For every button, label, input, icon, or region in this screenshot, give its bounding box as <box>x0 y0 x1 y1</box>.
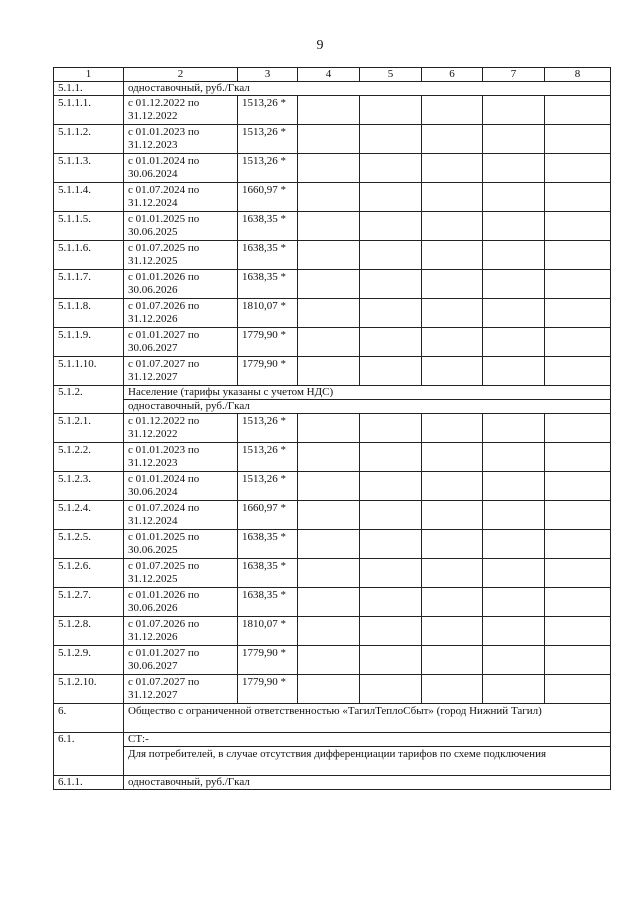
section-subrow <box>54 747 611 776</box>
period-cell <box>124 559 238 588</box>
period-cell <box>124 183 238 212</box>
row-number: 6.1. <box>54 733 124 776</box>
tariff-value: 1513,26 * <box>238 472 298 501</box>
section-row <box>54 733 611 747</box>
empty-cell <box>298 617 360 646</box>
row-number: 5.1.2.6. <box>54 559 124 588</box>
row-number: 5.1.2.5. <box>54 530 124 559</box>
tariff-table-body <box>54 68 611 790</box>
tariff-value: 1638,35 * <box>238 559 298 588</box>
tariff-row <box>54 588 611 617</box>
period-end: 31.12.2025 <box>128 255 178 267</box>
empty-cell <box>422 588 483 617</box>
empty-cell <box>360 270 422 299</box>
row-number: 5.1.2.3. <box>54 472 124 501</box>
empty-cell <box>360 357 422 386</box>
column-header: 1 <box>54 68 124 82</box>
empty-cell <box>422 212 483 241</box>
empty-cell <box>483 617 545 646</box>
empty-cell <box>298 270 360 299</box>
empty-cell <box>422 530 483 559</box>
period-start: с 01.01.2024 по <box>128 155 200 167</box>
empty-cell <box>422 559 483 588</box>
empty-cell <box>422 357 483 386</box>
period-cell <box>124 675 238 704</box>
column-header: 5 <box>360 68 422 82</box>
empty-cell <box>545 183 611 212</box>
period-start: с 01.07.2026 по <box>128 618 200 630</box>
tariff-value: 1660,97 * <box>238 183 298 212</box>
empty-cell <box>298 183 360 212</box>
section-row <box>54 82 611 96</box>
empty-cell <box>298 328 360 357</box>
period-end: 31.12.2024 <box>128 197 178 209</box>
period-end: 31.12.2025 <box>128 573 178 585</box>
empty-cell <box>298 414 360 443</box>
tariff-row <box>54 96 611 125</box>
period-start: с 01.12.2022 по <box>128 415 200 427</box>
tariff-row <box>54 328 611 357</box>
empty-cell <box>545 617 611 646</box>
tariff-value: 1779,90 * <box>238 328 298 357</box>
tariff-value: 1513,26 * <box>238 154 298 183</box>
row-number: 5.1.1.7. <box>54 270 124 299</box>
period-start: с 01.07.2025 по <box>128 560 200 572</box>
row-number: 5.1.1.1. <box>54 96 124 125</box>
tariff-row <box>54 501 611 530</box>
empty-cell <box>298 125 360 154</box>
section-row <box>54 776 611 790</box>
period-end: 31.12.2026 <box>128 313 178 325</box>
empty-cell <box>360 646 422 675</box>
period-end: 30.06.2026 <box>128 602 178 614</box>
tariff-row <box>54 443 611 472</box>
period-cell <box>124 414 238 443</box>
empty-cell <box>360 588 422 617</box>
empty-cell <box>422 270 483 299</box>
empty-cell <box>360 443 422 472</box>
section-subrow <box>54 400 611 414</box>
empty-cell <box>360 154 422 183</box>
period-start: с 01.07.2026 по <box>128 300 200 312</box>
row-number: 5.1.1.9. <box>54 328 124 357</box>
empty-cell <box>422 443 483 472</box>
row-number: 5.1.1. <box>54 82 124 96</box>
empty-cell <box>545 530 611 559</box>
period-cell <box>124 617 238 646</box>
period-end: 30.06.2024 <box>128 168 178 180</box>
empty-cell <box>422 154 483 183</box>
row-number: 5.1.1.8. <box>54 299 124 328</box>
empty-cell <box>545 646 611 675</box>
empty-cell <box>545 472 611 501</box>
period-start: с 01.01.2025 по <box>128 213 200 225</box>
empty-cell <box>298 501 360 530</box>
tariff-value: 1513,26 * <box>238 443 298 472</box>
empty-cell <box>360 212 422 241</box>
empty-cell <box>483 299 545 328</box>
tariff-value: 1638,35 * <box>238 270 298 299</box>
section-sublabel: Для потребителей, в случае отсутствия дифференциации тарифов по схеме подключения <box>124 747 611 776</box>
page-number: 9 <box>316 38 324 53</box>
tariff-value: 1810,07 * <box>238 617 298 646</box>
empty-cell <box>298 646 360 675</box>
tariff-row <box>54 125 611 154</box>
empty-cell <box>545 125 611 154</box>
empty-cell <box>483 328 545 357</box>
empty-cell <box>422 617 483 646</box>
empty-cell <box>360 299 422 328</box>
period-end: 30.06.2027 <box>128 660 178 672</box>
period-cell <box>124 96 238 125</box>
empty-cell <box>422 501 483 530</box>
empty-cell <box>545 241 611 270</box>
empty-cell <box>483 675 545 704</box>
empty-cell <box>298 559 360 588</box>
period-start: с 01.01.2027 по <box>128 647 200 659</box>
empty-cell <box>545 96 611 125</box>
tariff-row <box>54 183 611 212</box>
empty-cell <box>545 443 611 472</box>
period-cell <box>124 328 238 357</box>
empty-cell <box>360 125 422 154</box>
row-number: 5.1.1.4. <box>54 183 124 212</box>
period-end: 30.06.2027 <box>128 342 178 354</box>
tariff-row <box>54 241 611 270</box>
column-header: 4 <box>298 68 360 82</box>
empty-cell <box>483 154 545 183</box>
period-cell <box>124 241 238 270</box>
tariff-row <box>54 212 611 241</box>
empty-cell <box>298 299 360 328</box>
period-start: с 01.12.2022 по <box>128 97 200 109</box>
empty-cell <box>545 299 611 328</box>
empty-cell <box>422 125 483 154</box>
column-header: 3 <box>238 68 298 82</box>
period-cell <box>124 154 238 183</box>
row-number: 5.1.1.2. <box>54 125 124 154</box>
empty-cell <box>360 96 422 125</box>
tariff-value: 1638,35 * <box>238 241 298 270</box>
empty-cell <box>360 472 422 501</box>
tariff-value: 1779,90 * <box>238 357 298 386</box>
empty-cell <box>360 501 422 530</box>
empty-cell <box>545 328 611 357</box>
period-start: с 01.01.2025 по <box>128 531 200 543</box>
empty-cell <box>360 241 422 270</box>
empty-cell <box>360 617 422 646</box>
tariff-value: 1638,35 * <box>238 588 298 617</box>
period-end: 30.06.2024 <box>128 486 178 498</box>
column-header: 7 <box>483 68 545 82</box>
empty-cell <box>360 530 422 559</box>
empty-cell <box>298 588 360 617</box>
empty-cell <box>422 183 483 212</box>
row-number: 5.1.2.9. <box>54 646 124 675</box>
period-end: 31.12.2024 <box>128 515 178 527</box>
empty-cell <box>422 96 483 125</box>
period-start: с 01.01.2024 по <box>128 473 200 485</box>
row-number: 5.1.2.1. <box>54 414 124 443</box>
empty-cell <box>298 96 360 125</box>
period-cell <box>124 588 238 617</box>
section-label: одноставочный, руб./Гкал <box>124 776 611 790</box>
tariff-value: 1779,90 * <box>238 646 298 675</box>
period-cell <box>124 270 238 299</box>
row-number: 5.1.2.7. <box>54 588 124 617</box>
tariff-row <box>54 646 611 675</box>
tariff-value: 1513,26 * <box>238 96 298 125</box>
tariff-row <box>54 530 611 559</box>
tariff-row <box>54 414 611 443</box>
period-start: с 01.07.2027 по <box>128 358 200 370</box>
period-end: 31.12.2023 <box>128 457 178 469</box>
empty-cell <box>483 646 545 675</box>
row-number: 5.1.1.3. <box>54 154 124 183</box>
empty-cell <box>483 414 545 443</box>
row-number: 6.1.1. <box>54 776 124 790</box>
period-end: 31.12.2022 <box>128 428 178 440</box>
row-number: 5.1.1.6. <box>54 241 124 270</box>
column-header: 8 <box>545 68 611 82</box>
period-start: с 01.01.2023 по <box>128 126 200 138</box>
empty-cell <box>483 183 545 212</box>
row-number: 5.1.1.5. <box>54 212 124 241</box>
section-label: одноставочный, руб./Гкал <box>124 82 611 96</box>
empty-cell <box>483 212 545 241</box>
row-number: 5.1.2.10. <box>54 675 124 704</box>
empty-cell <box>545 559 611 588</box>
period-start: с 01.07.2024 по <box>128 184 200 196</box>
period-cell <box>124 530 238 559</box>
header-row <box>54 68 611 82</box>
tariff-row <box>54 472 611 501</box>
empty-cell <box>483 241 545 270</box>
empty-cell <box>298 154 360 183</box>
empty-cell <box>298 241 360 270</box>
row-number: 5.1.1.10. <box>54 357 124 386</box>
empty-cell <box>483 357 545 386</box>
tariff-row <box>54 559 611 588</box>
tariff-table <box>53 67 611 790</box>
row-number: 5.1.2.8. <box>54 617 124 646</box>
empty-cell <box>483 588 545 617</box>
empty-cell <box>298 675 360 704</box>
row-number: 5.1.2.4. <box>54 501 124 530</box>
empty-cell <box>483 96 545 125</box>
empty-cell <box>422 328 483 357</box>
tariff-value: 1513,26 * <box>238 125 298 154</box>
empty-cell <box>360 183 422 212</box>
period-end: 30.06.2025 <box>128 544 178 556</box>
empty-cell <box>483 559 545 588</box>
tariff-row <box>54 675 611 704</box>
section-row <box>54 704 611 733</box>
tariff-value: 1660,97 * <box>238 501 298 530</box>
empty-cell <box>483 125 545 154</box>
empty-cell <box>298 443 360 472</box>
period-end: 30.06.2025 <box>128 226 178 238</box>
empty-cell <box>545 154 611 183</box>
section-label: Общество с ограниченной ответственностью «ТагилТеплоСбыт» (город Нижний Тагил) <box>124 704 611 733</box>
empty-cell <box>545 270 611 299</box>
empty-cell <box>360 414 422 443</box>
period-end: 31.12.2027 <box>128 371 178 383</box>
empty-cell <box>545 588 611 617</box>
period-cell <box>124 472 238 501</box>
period-end: 31.12.2022 <box>128 110 178 122</box>
empty-cell <box>483 501 545 530</box>
row-number: 6. <box>54 704 124 733</box>
period-end: 30.06.2026 <box>128 284 178 296</box>
period-cell <box>124 125 238 154</box>
period-cell <box>124 646 238 675</box>
tariff-row <box>54 617 611 646</box>
row-number: 5.1.2. <box>54 386 124 414</box>
empty-cell <box>298 357 360 386</box>
period-start: с 01.07.2025 по <box>128 242 200 254</box>
period-start: с 01.01.2023 по <box>128 444 200 456</box>
period-cell <box>124 443 238 472</box>
empty-cell <box>360 559 422 588</box>
column-header: 2 <box>124 68 238 82</box>
empty-cell <box>298 212 360 241</box>
empty-cell <box>422 241 483 270</box>
empty-cell <box>422 414 483 443</box>
period-end: 31.12.2027 <box>128 689 178 701</box>
period-cell <box>124 501 238 530</box>
period-cell <box>124 299 238 328</box>
tariff-row <box>54 357 611 386</box>
period-cell <box>124 212 238 241</box>
period-end: 31.12.2026 <box>128 631 178 643</box>
empty-cell <box>483 443 545 472</box>
column-header: 6 <box>422 68 483 82</box>
empty-cell <box>422 675 483 704</box>
period-start: с 01.01.2026 по <box>128 271 200 283</box>
period-start: с 01.01.2026 по <box>128 589 200 601</box>
empty-cell <box>360 328 422 357</box>
section-sublabel: одноставочный, руб./Гкал <box>124 400 611 414</box>
empty-cell <box>422 646 483 675</box>
empty-cell <box>483 530 545 559</box>
section-row <box>54 386 611 400</box>
tariff-value: 1779,90 * <box>238 675 298 704</box>
period-end: 31.12.2023 <box>128 139 178 151</box>
tariff-value: 1638,35 * <box>238 212 298 241</box>
empty-cell <box>360 675 422 704</box>
empty-cell <box>545 212 611 241</box>
section-label: Население (тарифы указаны с учетом НДС) <box>124 386 611 400</box>
empty-cell <box>545 501 611 530</box>
period-cell <box>124 357 238 386</box>
empty-cell <box>422 299 483 328</box>
empty-cell <box>545 675 611 704</box>
tariff-row <box>54 299 611 328</box>
tariff-value: 1513,26 * <box>238 414 298 443</box>
tariff-value: 1810,07 * <box>238 299 298 328</box>
empty-cell <box>298 472 360 501</box>
tariff-row <box>54 270 611 299</box>
period-start: с 01.07.2024 по <box>128 502 200 514</box>
tariff-row <box>54 154 611 183</box>
period-start: с 01.07.2027 по <box>128 676 200 688</box>
empty-cell <box>298 530 360 559</box>
row-number: 5.1.2.2. <box>54 443 124 472</box>
empty-cell <box>483 270 545 299</box>
empty-cell <box>545 357 611 386</box>
empty-cell <box>422 472 483 501</box>
period-start: с 01.01.2027 по <box>128 329 200 341</box>
empty-cell <box>545 414 611 443</box>
empty-cell <box>483 472 545 501</box>
tariff-value: 1638,35 * <box>238 530 298 559</box>
section-label: СТ:- <box>124 733 611 747</box>
